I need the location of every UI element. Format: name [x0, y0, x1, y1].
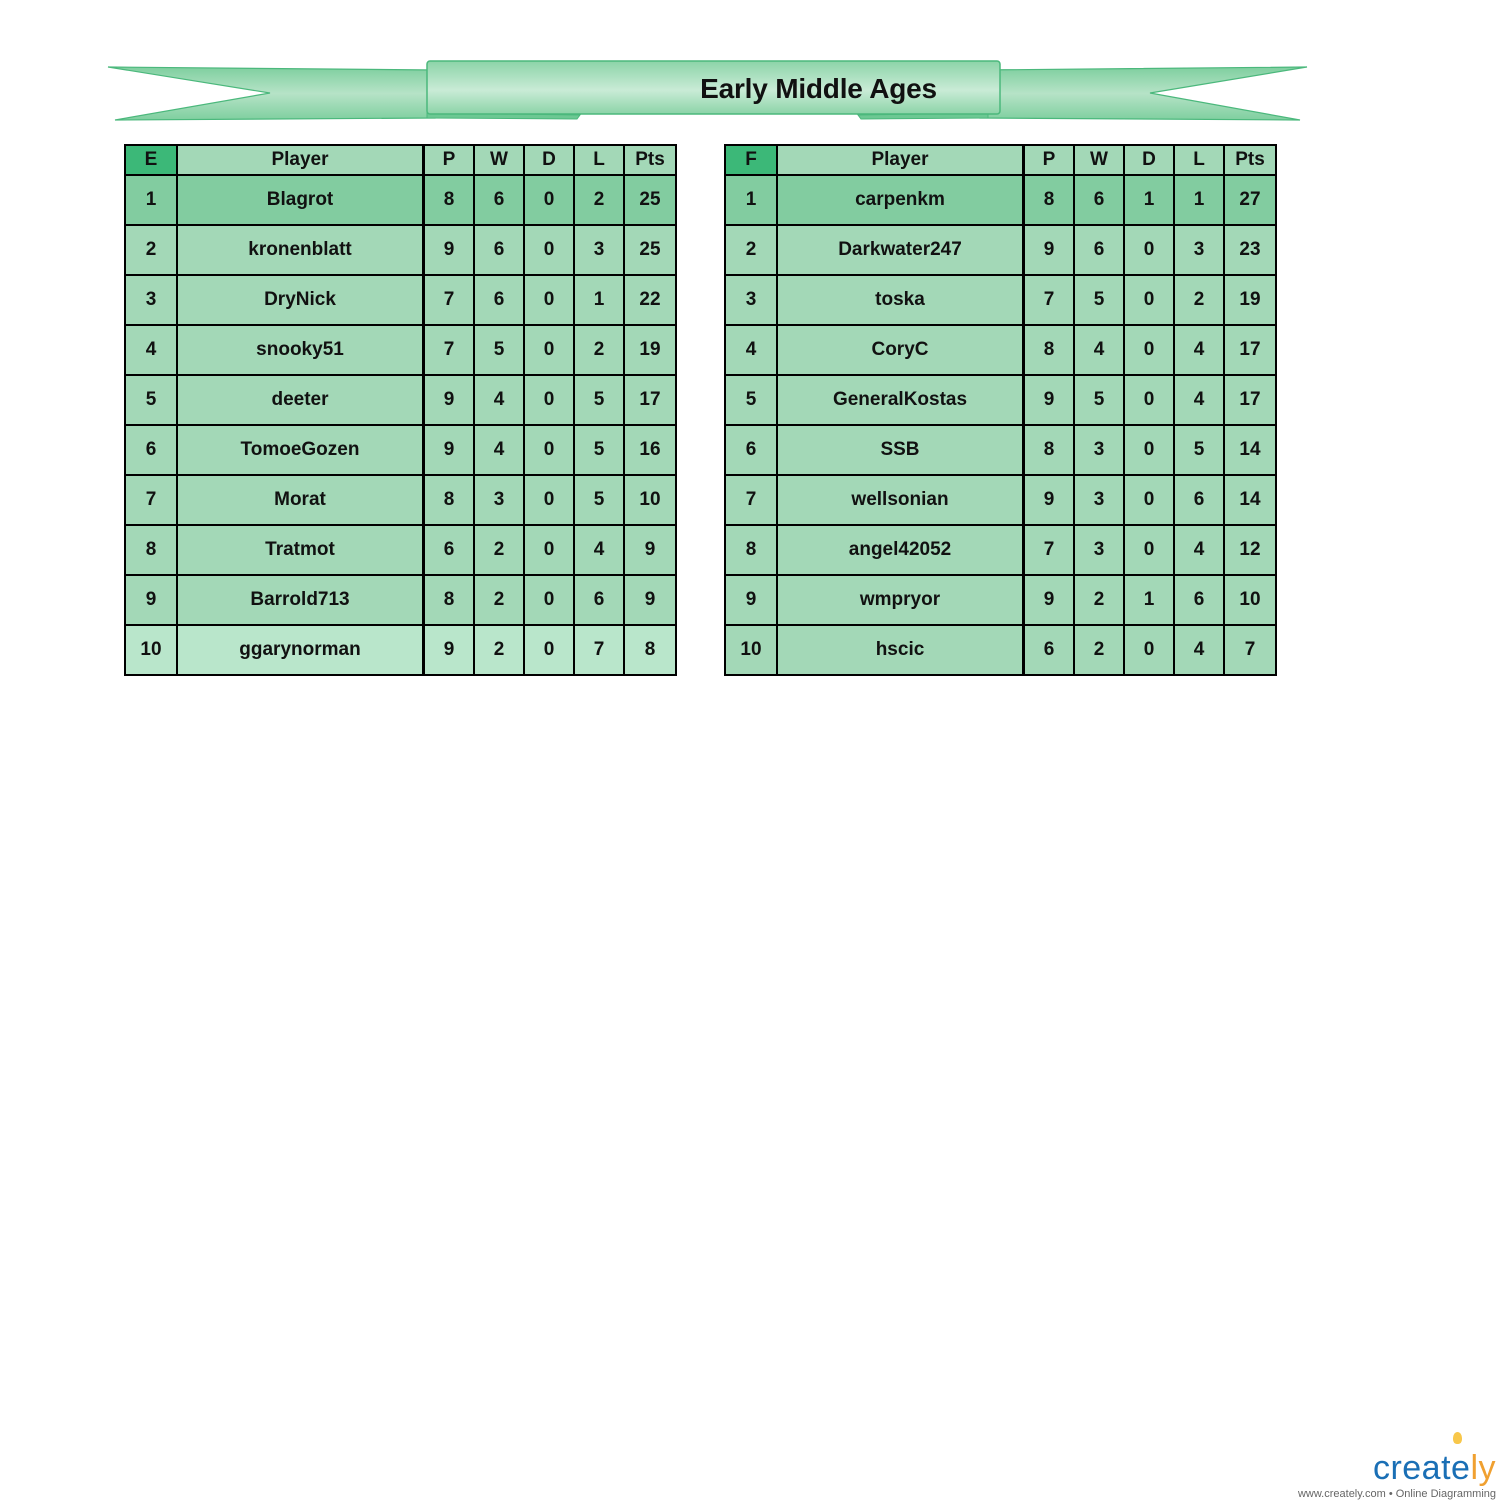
played-cell: 8 [1024, 175, 1075, 225]
won-cell: 6 [1074, 175, 1124, 225]
drawn-cell: 0 [524, 225, 574, 275]
table-row [725, 275, 1276, 325]
lost-cell: 5 [574, 375, 624, 425]
points-cell: 22 [624, 275, 676, 325]
table-row [125, 475, 676, 525]
lost-cell: 1 [574, 275, 624, 325]
table-row [725, 375, 1276, 425]
table-row [125, 225, 676, 275]
won-cell: 6 [474, 275, 524, 325]
creately-watermark [1298, 1450, 1496, 1500]
won-cell: 2 [1074, 575, 1124, 625]
played-cell: 7 [424, 275, 475, 325]
player-cell: angel42052 [777, 525, 1024, 575]
points-cell: 19 [1224, 275, 1276, 325]
table-row [725, 525, 1276, 575]
won-cell: 5 [1074, 375, 1124, 425]
table-header-row [725, 145, 1276, 175]
title-banner [105, 58, 1310, 124]
player-cell: Darkwater247 [777, 225, 1024, 275]
won-cell: 4 [474, 425, 524, 475]
won-cell: 3 [474, 475, 524, 525]
won-cell: 3 [1074, 425, 1124, 475]
group-label: E [125, 145, 177, 175]
rank-cell: 2 [125, 225, 177, 275]
points-cell: 25 [624, 225, 676, 275]
points-cell: 17 [1224, 375, 1276, 425]
column-header-drawn: D [1124, 145, 1174, 175]
group-label: F [725, 145, 777, 175]
rank-cell: 3 [125, 275, 177, 325]
played-cell: 9 [1024, 475, 1075, 525]
player-cell: hscic [777, 625, 1024, 675]
banner-title: Early Middle Ages [700, 73, 937, 104]
column-header-played: P [1024, 145, 1075, 175]
rank-cell: 10 [725, 625, 777, 675]
rank-cell: 3 [725, 275, 777, 325]
drawn-cell: 0 [524, 525, 574, 575]
lost-cell: 7 [574, 625, 624, 675]
played-cell: 9 [424, 375, 475, 425]
lost-cell: 6 [574, 575, 624, 625]
player-cell: carpenkm [777, 175, 1024, 225]
logo-accent-text: ly [1470, 1449, 1496, 1487]
played-cell: 6 [424, 525, 475, 575]
points-cell: 27 [1224, 175, 1276, 225]
points-cell: 14 [1224, 475, 1276, 525]
drawn-cell: 0 [1124, 625, 1174, 675]
played-cell: 9 [1024, 575, 1075, 625]
won-cell: 2 [474, 575, 524, 625]
column-header-points: Pts [1224, 145, 1276, 175]
table-header-row [125, 145, 676, 175]
points-cell: 9 [624, 575, 676, 625]
lost-cell: 2 [574, 325, 624, 375]
lost-cell: 5 [574, 475, 624, 525]
drawn-cell: 0 [524, 575, 574, 625]
rank-cell: 8 [725, 525, 777, 575]
player-cell: Barrold713 [177, 575, 424, 625]
column-header-played: P [424, 145, 475, 175]
drawn-cell: 0 [1124, 425, 1174, 475]
table-row [125, 375, 676, 425]
rank-cell: 4 [125, 325, 177, 375]
lost-cell: 4 [1174, 625, 1224, 675]
rank-cell: 6 [125, 425, 177, 475]
rank-cell: 8 [125, 525, 177, 575]
played-cell: 8 [1024, 325, 1075, 375]
won-cell: 3 [1074, 475, 1124, 525]
played-cell: 9 [424, 225, 475, 275]
drawn-cell: 1 [1124, 175, 1174, 225]
drawn-cell: 0 [524, 625, 574, 675]
table-row [725, 475, 1276, 525]
column-header-points: Pts [624, 145, 676, 175]
played-cell: 8 [424, 575, 475, 625]
drawn-cell: 0 [524, 375, 574, 425]
player-cell: GeneralKostas [777, 375, 1024, 425]
points-cell: 10 [624, 475, 676, 525]
lost-cell: 6 [1174, 475, 1224, 525]
points-cell: 17 [624, 375, 676, 425]
player-cell: Blagrot [177, 175, 424, 225]
played-cell: 8 [424, 475, 475, 525]
played-cell: 7 [1024, 275, 1075, 325]
rank-cell: 4 [725, 325, 777, 375]
table-row [725, 625, 1276, 675]
lost-cell: 1 [1174, 175, 1224, 225]
rank-cell: 9 [125, 575, 177, 625]
points-cell: 9 [624, 525, 676, 575]
lost-cell: 3 [1174, 225, 1224, 275]
drawn-cell: 0 [1124, 525, 1174, 575]
table-row [725, 175, 1276, 225]
player-cell: TomoeGozen [177, 425, 424, 475]
played-cell: 8 [1024, 425, 1075, 475]
table-row [125, 325, 676, 375]
column-header-drawn: D [524, 145, 574, 175]
lost-cell: 4 [1174, 525, 1224, 575]
drawn-cell: 0 [524, 325, 574, 375]
drawn-cell: 0 [1124, 275, 1174, 325]
column-header-won: W [1074, 145, 1124, 175]
lightbulb-icon [1453, 1432, 1462, 1444]
lost-cell: 4 [1174, 375, 1224, 425]
won-cell: 2 [474, 525, 524, 575]
points-cell: 7 [1224, 625, 1276, 675]
drawn-cell: 0 [524, 275, 574, 325]
won-cell: 6 [1074, 225, 1124, 275]
rank-cell: 5 [125, 375, 177, 425]
lost-cell: 5 [1174, 425, 1224, 475]
rank-cell: 7 [125, 475, 177, 525]
column-header-lost: L [574, 145, 624, 175]
table-row [125, 575, 676, 625]
played-cell: 9 [424, 425, 475, 475]
played-cell: 9 [1024, 225, 1075, 275]
points-cell: 16 [624, 425, 676, 475]
rank-cell: 2 [725, 225, 777, 275]
table-row [125, 625, 676, 675]
played-cell: 6 [1024, 625, 1075, 675]
points-cell: 19 [624, 325, 676, 375]
table-row [125, 425, 676, 475]
table-row [725, 575, 1276, 625]
points-cell: 23 [1224, 225, 1276, 275]
player-cell: DryNick [177, 275, 424, 325]
table-row [725, 325, 1276, 375]
lost-cell: 2 [574, 175, 624, 225]
won-cell: 5 [474, 325, 524, 375]
points-cell: 8 [624, 625, 676, 675]
player-cell: wellsonian [777, 475, 1024, 525]
rank-cell: 6 [725, 425, 777, 475]
played-cell: 7 [424, 325, 475, 375]
player-cell: snooky51 [177, 325, 424, 375]
drawn-cell: 0 [524, 175, 574, 225]
won-cell: 2 [474, 625, 524, 675]
player-cell: ggarynorman [177, 625, 424, 675]
logo-main-text: create [1372, 1449, 1471, 1487]
standings-table-group-e [124, 144, 677, 676]
won-cell: 4 [1074, 325, 1124, 375]
points-cell: 14 [1224, 425, 1276, 475]
lost-cell: 6 [1174, 575, 1224, 625]
player-cell: CoryC [777, 325, 1024, 375]
played-cell: 9 [1024, 375, 1075, 425]
points-cell: 10 [1224, 575, 1276, 625]
player-cell: SSB [777, 425, 1024, 475]
played-cell: 8 [424, 175, 475, 225]
rank-cell: 10 [125, 625, 177, 675]
lost-cell: 2 [1174, 275, 1224, 325]
points-cell: 25 [624, 175, 676, 225]
drawn-cell: 0 [524, 425, 574, 475]
lost-cell: 4 [574, 525, 624, 575]
column-header-player: Player [177, 145, 424, 175]
drawn-cell: 0 [524, 475, 574, 525]
player-cell: wmpryor [777, 575, 1024, 625]
rank-cell: 9 [725, 575, 777, 625]
player-cell: deeter [177, 375, 424, 425]
column-header-lost: L [1174, 145, 1224, 175]
won-cell: 6 [474, 175, 524, 225]
lost-cell: 3 [574, 225, 624, 275]
creately-logo [1298, 1450, 1496, 1486]
rank-cell: 1 [125, 175, 177, 225]
logo-tagline: www.creately.com • Online Diagramming [1297, 1488, 1496, 1500]
won-cell: 4 [474, 375, 524, 425]
drawn-cell: 0 [1124, 375, 1174, 425]
won-cell: 6 [474, 225, 524, 275]
table-row [125, 525, 676, 575]
player-cell: Morat [177, 475, 424, 525]
rank-cell: 1 [725, 175, 777, 225]
won-cell: 5 [1074, 275, 1124, 325]
drawn-cell: 0 [1124, 475, 1174, 525]
column-header-won: W [474, 145, 524, 175]
lost-cell: 5 [574, 425, 624, 475]
table-row [725, 425, 1276, 475]
standings-table-group-f [724, 144, 1277, 676]
rank-cell: 5 [725, 375, 777, 425]
won-cell: 3 [1074, 525, 1124, 575]
player-cell: kronenblatt [177, 225, 424, 275]
table-row [125, 275, 676, 325]
table-row [125, 175, 676, 225]
player-cell: Tratmot [177, 525, 424, 575]
rank-cell: 7 [725, 475, 777, 525]
won-cell: 2 [1074, 625, 1124, 675]
player-cell: toska [777, 275, 1024, 325]
points-cell: 17 [1224, 325, 1276, 375]
played-cell: 9 [424, 625, 475, 675]
drawn-cell: 1 [1124, 575, 1174, 625]
table-row [725, 225, 1276, 275]
points-cell: 12 [1224, 525, 1276, 575]
lost-cell: 4 [1174, 325, 1224, 375]
drawn-cell: 0 [1124, 325, 1174, 375]
column-header-player: Player [777, 145, 1024, 175]
played-cell: 7 [1024, 525, 1075, 575]
drawn-cell: 0 [1124, 225, 1174, 275]
